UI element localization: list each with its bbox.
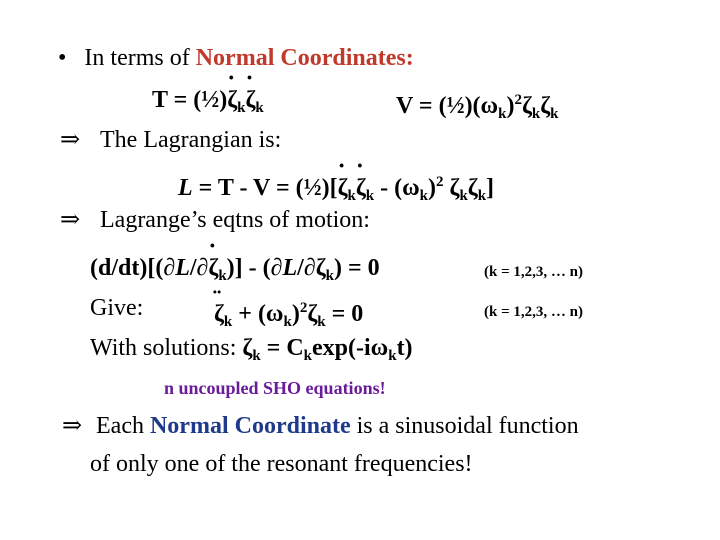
conclusion-line-1: ⇒ Each Normal Coordinate is a sinusoidal function [62, 413, 579, 439]
implies-arrow: ⇒ [60, 127, 81, 153]
eom-line [60, 206, 370, 234]
conclusion-line-2: of only one of the resonant frequencies! [90, 451, 473, 477]
eom-label: Lagrange’s eqtns of motion: [100, 207, 370, 233]
bullet: • [58, 45, 67, 71]
lagrangian-line [60, 126, 281, 154]
intro-line [58, 44, 414, 72]
intro-emph: Normal Coordinates: [195, 45, 414, 71]
k-range-2: (k = 1,2,3, … n) [484, 304, 583, 320]
potential-energy-eq: $V = (\frac{1}{2})(\omega_k)^2\zeta_k\zeta_k$ [396, 92, 559, 122]
lagrangian-eq: L = T - V = (½)[ζ $̇_k\zeta$ $̇_k - (\omega_k)^2$ $\zeta_k\zeta_k$] [178, 168, 494, 210]
solution-line: With solutions: $\zeta_k = C_k\exp(-i\omega_kt)$ [90, 335, 413, 364]
lagrangian-label: The Lagrangian is: [100, 127, 282, 153]
eom-eq: (d/dt)[(∂L/∂ζ $̇_k)] - (\partial L/\partial\zeta_k) = 0$ [90, 254, 380, 290]
normal-coordinate-emph: Normal Coordinate [149, 413, 351, 439]
implies-arrow: ⇒ [62, 413, 83, 439]
solution-label: With solutions: [90, 335, 243, 361]
implies-arrow: ⇒ [60, 207, 81, 233]
give-label: Give: [90, 295, 144, 321]
k-range-1: (k = 1,2,3, … n) [484, 264, 583, 280]
kinetic-energy-eq: T = (½)ζ $̇_k\zeta$ $̇_k$ [152, 86, 264, 122]
give-line [90, 294, 143, 322]
uncoupled-note: n uncoupled SHO equations! [164, 378, 386, 398]
intro-text: In terms of [84, 45, 196, 71]
give-eq: ζ $̈_k + (\omega_k)^2\zeta_k = 0$ [214, 294, 363, 336]
